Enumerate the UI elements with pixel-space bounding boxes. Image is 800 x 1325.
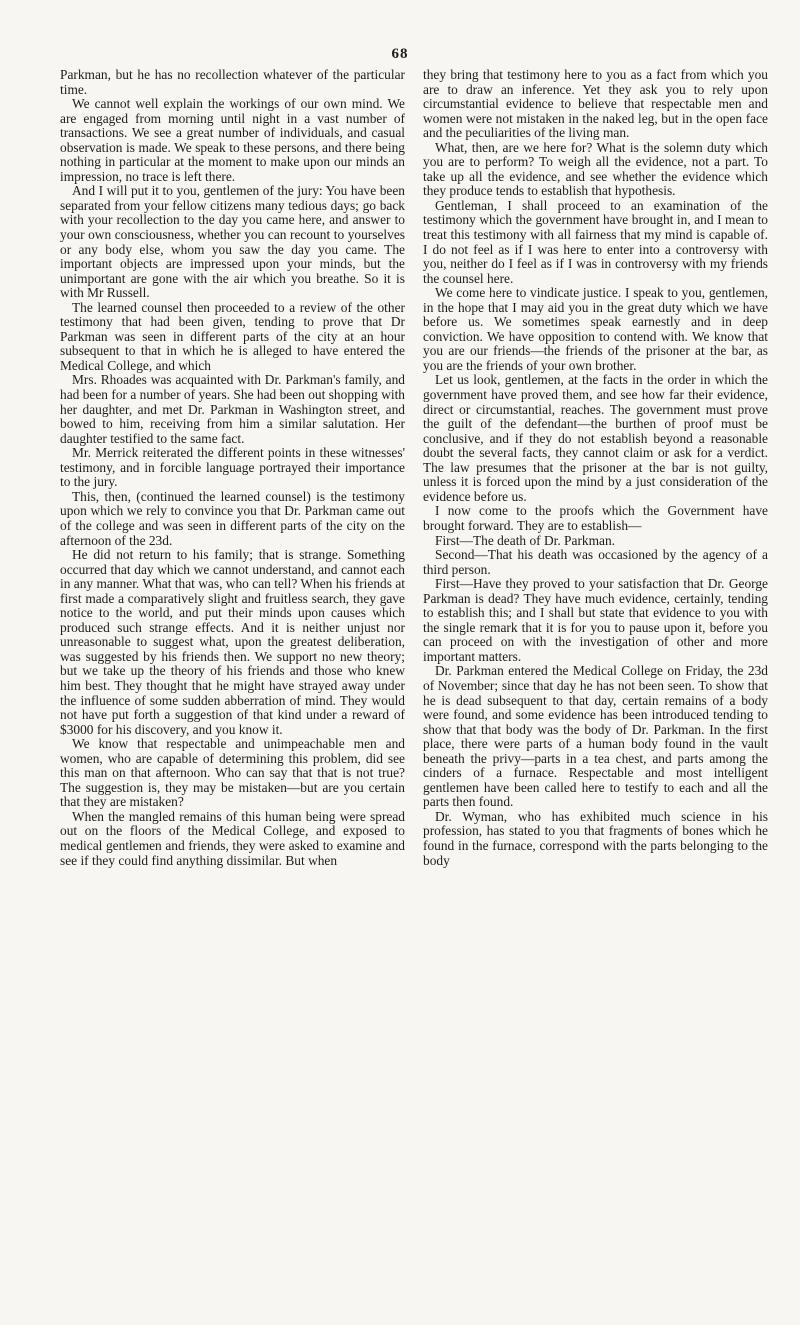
paragraph: Mrs. Rhoades was acquainted with Dr. Parkman's family, and had been for a number of years. She had been out shopping with her daughter, and met Dr. Parkman in Washington street, and bowed to him, receiving from him a similar salutation. Her daughter testified to the same fact. bbox=[60, 372, 405, 446]
paragraph: This, then, (continued the learned counsel) is the testimony upon which we rely to convince you that Dr. Parkman came out of the college and was seen in different parts of the city on the afternoon of the 23d. bbox=[60, 488, 405, 548]
page-number: 68 bbox=[391, 46, 409, 62]
paragraph: Let us look, gentlemen, at the facts in the order in which the government have proved them, and see how far their evidence, direct or circumstantial, reaches. The government must prove the guilt of the defendant—the burthen of proof must be conclusive, and if they do not establish beyond a reasonable doubt the several facts, they cannot claim or ask for a verdict. The law presumes that the prisoner at the bar is not guilty, unless it is forced upon the mind by a just consideration of the evidence before us. bbox=[423, 372, 768, 504]
paragraph: We know that respectable and unimpeachable men and women, who are capable of determining this problem, did see this man on that afternoon. Who can say that that is not true? The suggestion is, they may be mistaken—but are you certain that they are mistaken? bbox=[60, 736, 405, 810]
paragraph: We cannot well explain the workings of our own mind. We are engaged from morning until night in a vast number of transactions. We see a great number of individuals, and casual observation is made. We speak to these persons, and there being nothing in particular at the moment to make upon our minds an impression, no trace is left there. bbox=[60, 96, 405, 184]
left-column bbox=[60, 68, 405, 868]
paragraph: We come here to vindicate justice. I speak to you, gentlemen, in the hope that I may aid you in the great duty which we have before us. We sometimes speak earnestly and in deep conviction. We have opposition to contend with. We know that you are our friends—the friends of the prisoner at the bar, as you are the friends of your own brother. bbox=[423, 285, 768, 373]
paragraph: Mr. Merrick reiterated the different points in these witnesses' testimony, and in forcible language portrayed their importance to the jury. bbox=[60, 445, 405, 490]
paragraph: Parkman, but he has no recollection whatever of the particular time. bbox=[60, 67, 405, 97]
paragraph: First—Have they proved to your satisfaction that Dr. George Parkman is dead? They have much evidence, certainly, tending to establish this; and I shall but state that evidence to you with the single remark that it is for you to pause upon it, before you can proceed on with the investigation of other and more important matters. bbox=[423, 576, 768, 664]
paragraph: And I will put it to you, gentlemen of the jury: You have been separated from your fellow citizens many tedious days; go back with your recollection to the day you came here, and answer to your own consciousness, whether you can recount to yourselves or any body else, whom you saw the day you came. The important objects are impressed upon your minds, but the unimportant are gone with the air which you breathe. So it is with Mr Russell. bbox=[60, 183, 405, 301]
paragraph: What, then, are we here for? What is the solemn duty which you are to perform? To weigh all the evidence, not a part. To take up all the evidence, and see whether the evidence which they produce tends to establish that hypothesis. bbox=[423, 139, 768, 199]
paragraph: First—The death of Dr. Parkman. bbox=[435, 532, 615, 548]
paragraph: Dr. Parkman entered the Medical College on Friday, the 23d of November; since that day he has not been seen. To show that he is dead subsequent to that day, certain remains of a body were found, and some evidence has been introduced tending to show that that body was the body of Dr. Parkman. In the first place, there were parts of a human body found in the vault beneath the privy—parts in a tea chest, and parts among the cinders of a furnace. Respectable and most intelligent gentlemen have been called here to testify to each and all the parts then found. bbox=[423, 663, 768, 810]
paragraph: He did not return to his family; that is strange. Something occurred that day which we cannot understand, and cannot each in any manner. What that was, who can tell? When his friends at first made a comparatively slight and fruitless search, they gave notice to the world, and put their minds upon causes which produced such strange effects. And it is neither unjust nor unreasonable to suggest what, upon the greatest deliberation, was suggested by his friends then. We support no new theory; but we take up the theory of his friends and those who knew him best. They thought that he might have strayed away under the influence of some sudden abberration of mind. They would not have put forth a suggestion of that kind under a reward of $3000 for his discovery, and you know it. bbox=[60, 547, 405, 737]
right-column bbox=[423, 68, 768, 868]
paragraph: When the mangled remains of this human being were spread out on the floors of the Medical College, and exposed to medical gentlemen and friends, they were asked to examine and see if they could find anything dissimilar. But when bbox=[60, 808, 405, 868]
paragraph: Dr. Wyman, who has exhibited much science in his profession, has stated to you that fragments of bones which he found in the furnace, correspond with the parts belonging to the body bbox=[423, 808, 768, 868]
paragraph: I now come to the proofs which the Government have brought forward. They are to establish— bbox=[423, 503, 768, 533]
paragraph: they bring that testimony here to you as a fact from which you are to draw an inference. Yet they ask you to rely upon circumstantial evidence to believe that respectable men and women were not mistaken in the naked leg, but in the open face and the peculiarities of the living man. bbox=[423, 67, 768, 141]
paragraph: Gentleman, I shall proceed to an examination of the testimony which the government have brought in, and I mean to treat this testimony with all fairness that my mind is capable of. I do not feel as if I was here to enter into a controversy with you, neither do I feel as if I was in controversy with my friends the counsel here. bbox=[423, 197, 768, 286]
paragraph: The learned counsel then proceeded to a review of the other testimony that had been given, tending to prove that Dr Parkman was seen in different parts of the city at an hour subsequent to that in which he is alleged to have entered the Medical College, and which bbox=[60, 299, 405, 373]
paragraph: Second—That his death was occasioned by the agency of a third person. bbox=[423, 547, 768, 577]
